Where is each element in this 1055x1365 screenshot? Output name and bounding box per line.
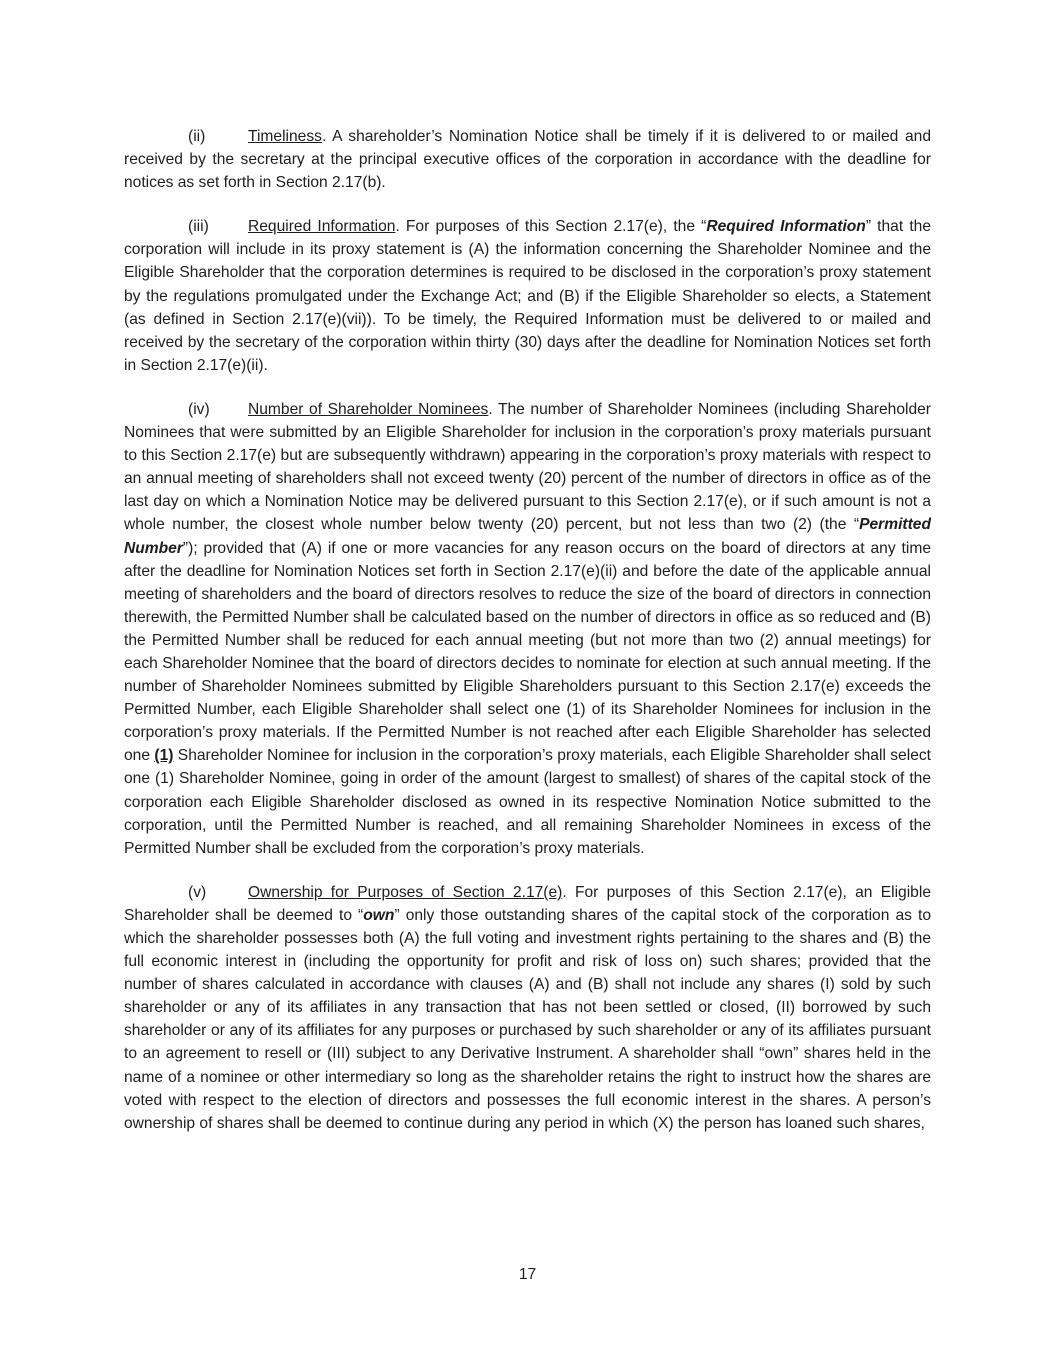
section-number: (ii) xyxy=(188,128,206,145)
section-heading: Number of Shareholder Nominees xyxy=(248,400,489,418)
section-text: . The number of Shareholder Nominees (including Shareholder Nominees that were submitted by an Eligible Shareholder for inclusion in the corporation’s proxy materials pursuant to this Section 2.17(e) but are subsequently withdrawn) appearing in the corporation’s proxy materials with respect to an annual meeting of shareholders shall not exceed twenty (20) percent of the number of directors in office as of the last day on which a Nomination Notice may be delivered pursuant to this Section 2.17(e), or if such amount is not a whole number, the closest whole number below twenty (20) percent, but not less than two (2) (the “ xyxy=(124,400,931,534)
section-text: ”); provided that (A) if one or more vacancies for any reason occurs on the board of directors at any time after the deadline for Nomination Notices set forth in Section 2.17(e)(ii) and before the date of the applicable annual meeting of shareholders and the board of directors resolves to reduce the size of the board of directors in connection therewith, the Permitted Number shall be calculated based on the number of directors in office as so reduced and (B) the Permitted Number shall be reduced for each annual meeting (but not more than two (2) annual meetings) for each Shareholder Nominee that the board of directors decides to nominate for election at such annual meeting. If the number of Shareholder Nominees submitted by Eligible Shareholders pursuant to this Section 2.17(e) exceeds the Permitted Number, each Eligible Shareholder shall select one (1) of its Shareholder Nominees for inclusion in the corporation’s proxy materials. If the Permitted Number is not reached after each Eligible Shareholder has selected one xyxy=(124,539,931,765)
section-v-ownership xyxy=(124,881,931,1135)
defined-term: own xyxy=(363,906,395,924)
defined-term: Required Information xyxy=(706,218,866,236)
section-text: . For purposes of this Section 2.17(e), the “ xyxy=(395,218,707,236)
section-text: Shareholder Nominee for inclusion in the corporation’s proxy materials, each Eligible Shareholder shall select one (1) Shareholder Nominee, going in order of the amount (largest to smallest) of shares of the capital stock of the corporation each Eligible Shareholder disclosed as owned in its respective Nomination Notice submitted to the corporation, until the Permitted Number is reached, and all remaining Shareholder Nominees in excess of the Permitted Number shall be excluded from the corporation’s proxy materials. xyxy=(124,747,931,857)
page-number: 17 xyxy=(518,1266,537,1283)
section-number: (iv) xyxy=(188,400,210,418)
emphasized-number: (1) xyxy=(154,747,174,765)
section-iii-required-information xyxy=(124,215,931,377)
section-heading: Timeliness xyxy=(248,128,322,145)
section-text: . For purposes of this Section 2.17(e), an Eligible Shareholder shall be deemed to “ xyxy=(124,883,931,924)
section-text: ” only those outstanding shares of the capital stock of the corporation as to which the shareholder possesses both (A) the full voting and investment rights pertaining to the shares and (B) the full economic interest in (including the opportunity for profit and risk of loss on) such shares; provided that the number of shares calculated in accordance with clauses (A) and (B) shall not include any shares (I) sold by such shareholder or any of its affiliates in any transaction that has not been settled or closed, (II) borrowed by such shareholder or any of its affiliates for any purposes or purchased by such shareholder or any of its affiliates pursuant to an agreement to resell or (III) subject to any Derivative Instrument. A shareholder shall “own” shares held in the name of a nominee or other intermediary so long as the shareholder retains the right to instruct how the shares are voted with respect to the election of directors and possesses the full economic interest in the shares. A person’s ownership of shares shall be deemed to continue during any period in which (X) the person has loaned such shares, xyxy=(124,906,931,1132)
section-text: ” that the corporation will include in its proxy statement is (A) the information concerning the Shareholder Nominee and the Eligible Shareholder that the corporation determines is required to be disclosed in the corporation’s proxy statement by the regulations promulgated under the Exchange Act; and (B) if the Eligible Shareholder so elects, a Statement (as defined in Section 2.17(e)(vii)). To be timely, the Required Information must be delivered to or mailed and received by the secretary of the corporation within thirty (30) days after the deadline for Nomination Notices set forth in Section 2.17(e)(ii). xyxy=(124,218,931,374)
document-body xyxy=(124,125,931,1156)
section-iv-number-of-nominees xyxy=(124,398,931,860)
defined-term: Permitted Number xyxy=(124,516,931,557)
section-number: (v) xyxy=(188,883,207,901)
section-ii-timeliness xyxy=(124,125,931,194)
section-heading: Required Information xyxy=(248,218,396,236)
section-text: . A shareholder’s Nomination Notice shall be timely if it is delivered to or mailed and received by the secretary at the principal executive offices of the corporation in accordance with the deadline for notices as set forth in Section 2.17(b). xyxy=(124,128,931,192)
section-heading: Ownership for Purposes of Section 2.17(e) xyxy=(248,883,563,901)
section-number: (iii) xyxy=(188,218,209,236)
